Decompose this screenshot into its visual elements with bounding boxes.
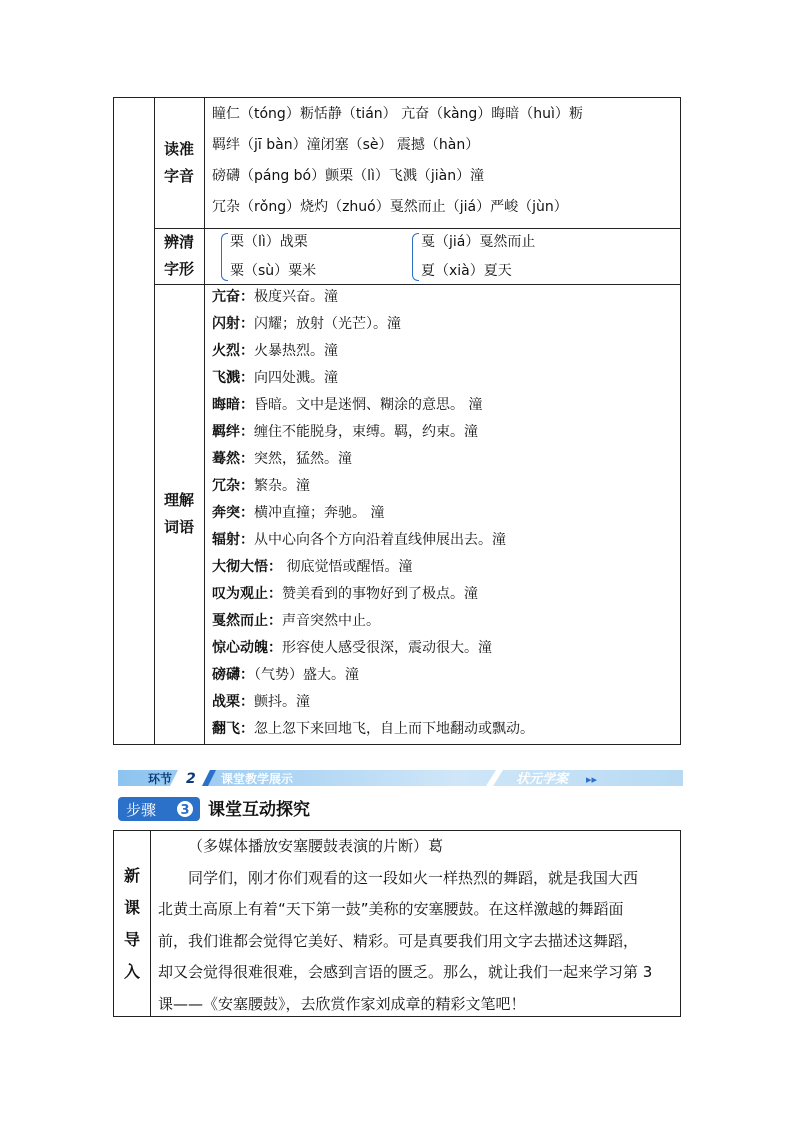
meaning-def: （气势）盛大。潼 xyxy=(254,667,359,683)
meaning-term: 火烈： xyxy=(212,343,254,359)
meaning-term: 辐射： xyxy=(212,532,254,548)
reading-line: 磅礴（páng bó）颤栗（lì）飞溅（jiàn）潼 xyxy=(212,168,485,184)
meaning-item xyxy=(212,446,674,473)
left-brace-icon xyxy=(221,233,228,281)
meaning-term: 大彻大悟： xyxy=(212,559,282,575)
meaning-list xyxy=(212,284,674,743)
distinguish-left-item: 栗（lì）战栗 xyxy=(230,234,308,250)
blank-column xyxy=(114,98,155,744)
meaning-item xyxy=(212,716,674,743)
meaning-item xyxy=(212,662,674,689)
meaning-term: 磅礴： xyxy=(212,667,254,683)
meaning-item xyxy=(212,473,674,500)
intro-label-char: 新 xyxy=(123,865,140,885)
meaning-def: 形容使人感受很深，震动很大。潼 xyxy=(282,640,492,656)
right-brace-icon xyxy=(412,233,419,281)
meaning-section xyxy=(154,284,680,744)
reading-line: 羁绊（jī bàn）潼闭塞（sè） 震撼（hàn） xyxy=(212,137,480,153)
intro-line: （多媒体播放安塞腰鼓表演的片断）葛 xyxy=(188,837,444,855)
reading-section xyxy=(154,98,680,229)
meaning-def: 缠住不能脱身，束缚。羁，约束。潼 xyxy=(254,424,478,440)
intro-label-char: 入 xyxy=(123,961,140,981)
meaning-term: 翻飞： xyxy=(212,721,254,737)
reading-label xyxy=(154,98,205,228)
banner-brand: 状元学案 xyxy=(516,772,569,787)
meaning-def: 声音突然中止。 xyxy=(282,613,380,629)
meaning-term: 战栗： xyxy=(212,694,254,710)
meaning-term: 奔突： xyxy=(212,505,254,521)
meaning-term: 蓦然： xyxy=(212,451,254,467)
intro-line: 前，我们谁都会觉得它美好、精彩。可是真要我们用文字去描述这舞蹈， xyxy=(158,931,639,950)
meaning-def: 闪耀；放射（光芒）。潼 xyxy=(254,316,401,332)
banner-title: 课堂教学展示 xyxy=(221,772,294,786)
meaning-item xyxy=(212,500,674,527)
distinguish-left-item: 粟（sù）粟米 xyxy=(230,263,317,279)
distinguish-label xyxy=(154,228,205,284)
step-label: 步骤 xyxy=(126,801,157,819)
meaning-item xyxy=(212,338,674,365)
intro-label xyxy=(114,831,151,1016)
step-title: 课堂互动探究 xyxy=(208,800,310,820)
meaning-item xyxy=(212,635,674,662)
meaning-def: 横冲直撞；奔驰。 潼 xyxy=(254,505,385,521)
meaning-item xyxy=(212,527,674,554)
reading-lines xyxy=(212,99,674,223)
intro-text xyxy=(158,831,672,1020)
meaning-item xyxy=(212,284,674,311)
step-number: 3 xyxy=(180,803,190,818)
meaning-def: 赞美看到的事物好到了极点。潼 xyxy=(282,586,478,602)
distinguish-right-group xyxy=(421,228,535,286)
meaning-def: 颤抖。潼 xyxy=(254,694,310,710)
meaning-term: 亢奋： xyxy=(212,289,254,305)
meaning-def: 向四处溅。潼 xyxy=(254,370,338,386)
distinguish-label-top: 辨清 xyxy=(163,233,194,251)
banner-section-label: 环节 xyxy=(148,772,173,786)
intro-line: 课——《安塞腰鼓》，去欣赏作家刘成章的精彩文笔吧！ xyxy=(158,994,526,1013)
reading-label-bottom: 字音 xyxy=(163,167,194,185)
banner-number: 2 xyxy=(186,771,196,787)
meaning-term: 叹为观止： xyxy=(212,586,282,602)
meaning-def: 极度兴奋。潼 xyxy=(254,289,338,305)
meaning-label-top: 理解 xyxy=(163,491,194,509)
meaning-item xyxy=(212,608,674,635)
meaning-item xyxy=(212,581,674,608)
section-banner xyxy=(118,768,683,788)
distinguish-label-bottom: 字形 xyxy=(163,260,194,278)
intro-line: 北黄土高原上有着“天下第一鼓”美称的安塞腰鼓。在这样激越的舞蹈面 xyxy=(158,900,624,918)
meaning-term: 飞溅： xyxy=(212,370,254,386)
meaning-item xyxy=(212,311,674,338)
meaning-def: 火暴热烈。潼 xyxy=(254,343,338,359)
meaning-def: 突然，猛然。潼 xyxy=(254,451,352,467)
meaning-label-bottom: 词语 xyxy=(163,518,194,536)
intro-table xyxy=(113,830,681,1017)
meaning-term: 冗杂： xyxy=(212,478,254,494)
meaning-item xyxy=(212,554,674,581)
step-heading xyxy=(118,797,338,821)
meaning-def: 昏暗。文中是迷惘、糊涂的意思。 潼 xyxy=(254,397,483,413)
meaning-item xyxy=(212,689,674,716)
meaning-item xyxy=(212,365,674,392)
meaning-def: 从中心向各个方向沿着直线伸展出去。潼 xyxy=(254,532,506,548)
distinguish-section xyxy=(154,228,680,285)
meaning-term: 羁绊： xyxy=(212,424,254,440)
meaning-def: 忽上忽下来回地飞，自上而下地翻动或飘动。 xyxy=(254,721,534,737)
intro-label-char: 课 xyxy=(123,897,140,917)
meaning-def: 繁杂。潼 xyxy=(254,478,310,494)
reading-label-top: 读准 xyxy=(163,140,194,158)
meaning-term: 闪射： xyxy=(212,316,254,332)
distinguish-right-item: 戛（jiá）戛然而止 xyxy=(421,234,536,250)
distinguish-left-group xyxy=(230,228,316,286)
intro-label-char: 导 xyxy=(123,929,140,949)
meaning-term: 晦暗： xyxy=(212,397,254,413)
meaning-def: 彻底觉悟或醒悟。潼 xyxy=(282,559,413,575)
intro-line: 却又会觉得很难很难，会感到言语的匮乏。那么，就让我们一起来学习第 3 xyxy=(158,963,653,981)
distinguish-right-item: 夏（xià）夏天 xyxy=(421,263,512,279)
meaning-item xyxy=(212,419,674,446)
banner-arrows-icon: ▸▸ xyxy=(586,773,598,786)
reading-line: 冗杂（rǒng）烧灼（zhuó）戛然而止（jiá）严峻（jùn） xyxy=(212,199,568,215)
intro-line: 同学们，刚才你们观看的这一段如火一样热烈的舞蹈，就是我国大西 xyxy=(188,868,639,887)
meaning-item xyxy=(212,392,674,419)
reading-line: 瞳仁（tóng）粝恬静（tián） 亢奋（kàng）晦暗（huì）粝 xyxy=(212,106,583,122)
meaning-label xyxy=(154,284,205,744)
vocab-table xyxy=(113,97,681,745)
meaning-term: 惊心动魄： xyxy=(212,640,282,656)
meaning-term: 戛然而止： xyxy=(212,613,282,629)
